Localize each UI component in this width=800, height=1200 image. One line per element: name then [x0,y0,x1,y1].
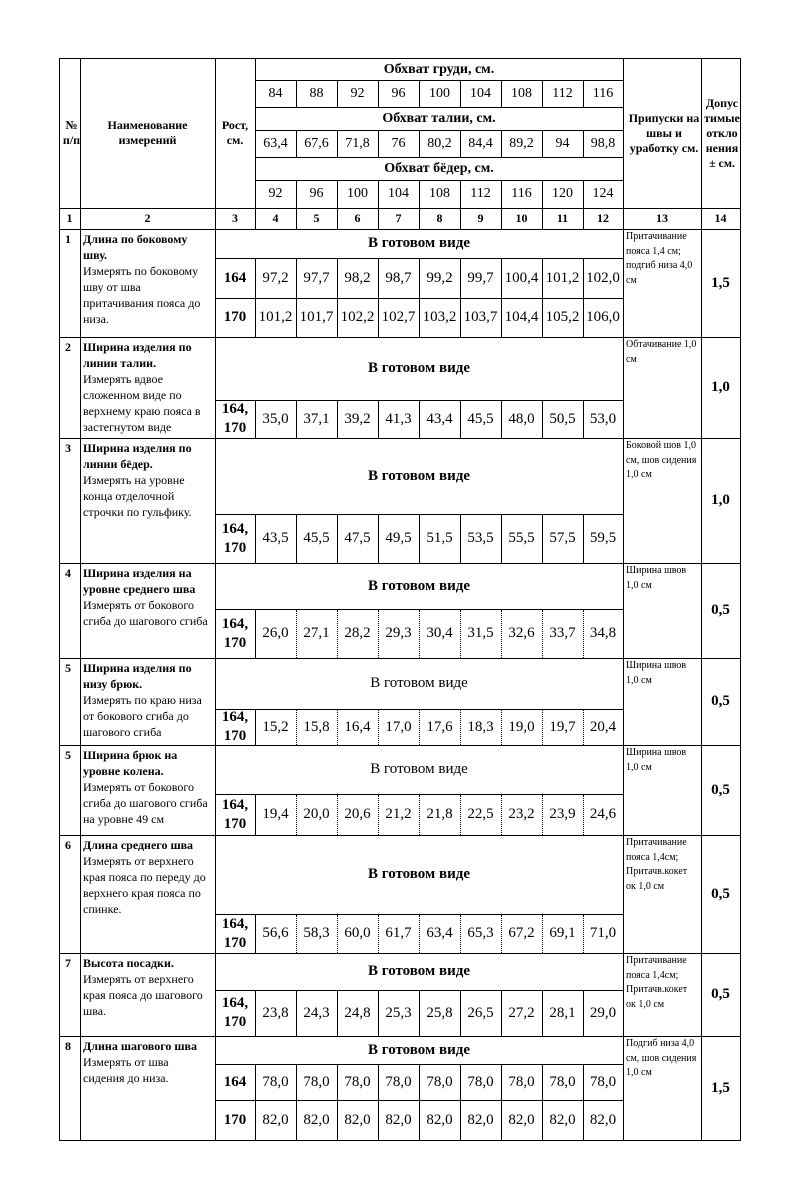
header-allowances: Припуски на швы и уработку см. [628,110,700,155]
measurement-value: 31,5 [467,625,494,641]
measurement-value: 100,4 [504,269,539,286]
chest-size: 104 [470,85,491,101]
chest-size: 108 [511,85,532,101]
measurement-value: 82,0 [303,1111,330,1128]
measurement-value: 43,5 [262,530,289,546]
measurement-instruction: Измерять вдвое сложенном виде по верхнему краю пояса в застегнутом виде [83,372,201,434]
height-value: 170 [223,309,247,325]
height-value: 164, 170 [221,915,249,951]
chest-size: 84 [268,85,283,101]
measurement-instruction: Измерять на уровне конца отделочной строчки по гульфику. [83,473,192,519]
measurement-value: 102,0 [586,269,620,286]
column-number: 11 [556,211,569,225]
measurement-value: 102,7 [381,309,416,325]
column-number: 2 [144,211,151,225]
measurement-value: 19,4 [262,806,289,822]
measurement-instruction: Измерять от бокового сгиба до шагового сгиба [83,598,208,628]
measurement-value: 69,1 [549,925,576,941]
measurement-value: 50,5 [549,410,576,427]
measurement-title: Высота посадки. [83,956,174,970]
item-number: 4 [65,566,71,580]
measurement-value: 67,2 [508,925,535,941]
measurement-value: 20,0 [303,806,330,822]
waist-size: 67,6 [304,135,329,151]
measurement-value: 106,0 [586,309,620,325]
measurement-value: 34,8 [589,625,617,641]
measurement-instruction: Измерять от шва сидения до низа. [83,1055,169,1085]
column-number: 12 [597,211,609,225]
ready-label: В готовом виде [370,761,468,777]
waist-size: 71,8 [345,135,370,151]
measurement-value: 82,0 [344,1111,371,1128]
measurement-description [83,440,212,520]
header-number: № п/п [62,118,81,147]
chest-size: 100 [429,85,450,101]
waist-size: 76 [391,135,406,151]
measurement-title: Ширина изделия по низу брюк. [83,661,192,691]
hip-size: 120 [552,186,573,201]
measurement-value: 101,7 [299,309,334,325]
hip-size: 96 [309,186,324,201]
measurement-value: 97,2 [262,269,289,286]
allowance-note: Обтачивание 1,0 см [626,339,697,365]
measurement-value: 82,0 [549,1111,576,1128]
measurement-value: 26,0 [262,625,289,641]
measurement-title: Длина среднего шва [83,838,194,852]
hip-size: 92 [268,186,283,201]
allowance-note: Подгиб низа 4,0 см, шов сидения 1,0 см [626,1038,697,1078]
measurement-value: 39,2 [344,410,371,427]
column-number: 7 [395,211,402,225]
hip-size: 100 [347,186,368,201]
column-number: 4 [272,211,279,225]
measurement-value: 41,3 [385,410,412,427]
ready-label: В готовом виде [370,675,468,691]
measurement-value: 97,7 [303,269,330,286]
tolerance-value: 0,5 [711,986,730,1002]
ready-label: В готовом виде [368,1041,470,1058]
tolerance-value: 0,5 [711,885,730,902]
measurement-value: 29,0 [589,1004,617,1021]
tolerance-value: 1,5 [711,1079,730,1096]
measurement-value: 16,4 [344,718,371,735]
waist-size: 98,8 [590,135,616,151]
height-value: 164, 170 [221,796,249,832]
measurement-description [83,339,212,435]
allowance-note: Ширина швов 1,0 см [626,565,687,591]
waist-title: Обхват талии, см. [382,111,496,126]
measurement-value: 45,5 [303,530,330,546]
measurement-value: 23,9 [549,806,576,822]
allowance-note: Притачивание пояса 1,4 см; подгиб низа 4,0 см [626,231,693,286]
item-number: 5 [65,661,71,675]
measurement-value: 78,0 [508,1073,535,1090]
height-value: 164, 170 [221,401,249,436]
measurement-value: 82,0 [467,1111,494,1128]
measurement-value: 103,2 [422,309,457,325]
allowance-note: Боковой шов 1,0 см, шов сидения 1,0 см [626,440,697,480]
ready-label: В готовом виде [368,577,470,594]
waist-size: 84,4 [468,135,493,151]
measurement-title: Длина шагового шва [83,1039,197,1053]
hip-size: 108 [429,186,450,201]
measurement-value: 103,7 [463,309,498,325]
measurement-value: 25,8 [426,1004,453,1021]
measurement-title: Ширина изделия по линии бёдер. [83,441,192,471]
chest-size: 88 [309,85,324,101]
item-number: 1 [65,232,71,246]
measurement-value: 20,6 [344,806,371,822]
measurement-value: 78,0 [385,1073,412,1090]
height-value: 164, 170 [221,995,249,1030]
measurement-value: 78,0 [549,1073,576,1090]
measurement-title: Ширина изделия на уровне среднего шва [83,566,196,596]
measurement-description [83,1038,212,1086]
measurement-value: 21,8 [426,806,453,822]
measurement-description [83,747,212,827]
measurement-value: 82,0 [589,1111,617,1128]
measurement-value: 82,0 [385,1111,412,1128]
hip-size: 112 [470,186,491,201]
measurement-value: 43,4 [426,410,453,427]
measurement-value: 78,0 [262,1073,289,1090]
measurement-value: 101,2 [258,309,293,325]
measurement-value: 24,6 [589,806,617,822]
measurement-value: 20,4 [589,718,617,735]
column-number: 9 [477,211,484,225]
measurement-value: 49,5 [385,530,412,546]
column-number: 10 [515,211,528,225]
measurement-value: 27,2 [508,1004,535,1021]
measurement-value: 98,2 [344,269,371,286]
measurement-title: Ширина брюк на уровне колена. [83,748,178,778]
measurement-value: 98,7 [385,269,412,286]
column-number: 8 [436,211,443,225]
measurement-instruction: Измерять от верхнего края пояса по переду до верхнего края пояса по спинке. [83,854,206,916]
measurement-value: 78,0 [467,1073,494,1090]
measurement-value: 33,7 [549,625,576,641]
hip-title: Обхват бёдер, см. [384,161,494,176]
item-number: 8 [65,1039,71,1053]
measurement-value: 78,0 [426,1073,453,1090]
tolerance-value: 1,0 [711,379,730,395]
ready-label: В готовом виде [368,866,470,882]
measurement-value: 17,6 [426,718,453,735]
header-name: Наименование измерений [107,118,188,147]
measurement-value: 82,0 [508,1111,535,1128]
chest-title: Обхват груди, см. [383,61,495,77]
measurement-title: Длина по боковому шву. [83,232,188,262]
measurement-value: 24,8 [344,1004,371,1021]
column-number: 14 [714,211,727,225]
item-number: 6 [65,838,71,852]
measurement-description [83,231,212,327]
chest-size: 112 [552,85,573,101]
measurement-value: 35,0 [262,410,289,427]
measurement-value: 101,2 [545,269,580,286]
item-number: 7 [65,956,71,970]
measurement-value: 19,0 [508,718,535,735]
measurement-value: 78,0 [303,1073,330,1090]
header-tolerance: Допустимые отклонения ± см. [704,95,740,170]
measurement-value: 29,3 [385,625,412,641]
measurement-value: 17,0 [385,718,412,735]
column-number: 5 [313,211,320,225]
measurement-description [83,565,212,629]
measurement-value: 56,6 [262,925,289,941]
chest-size: 96 [391,85,406,101]
measurement-instruction: Измерять по краю низа от бокового сгиба до шагового сгиба [83,693,202,739]
header-height: Рост, см. [221,118,249,147]
measurement-value: 51,5 [426,530,453,546]
grid-line [59,1140,741,1141]
measurement-value: 30,4 [426,625,453,641]
column-number: 6 [354,211,361,225]
measurement-value: 99,7 [467,269,494,286]
waist-size: 94 [555,135,570,151]
measurement-value: 22,5 [467,806,494,822]
measurement-value: 47,5 [344,530,371,546]
measurement-value: 78,0 [344,1073,371,1090]
tolerance-value: 1,5 [711,274,730,291]
measurement-value: 15,8 [303,718,330,735]
measurement-value: 99,2 [426,269,453,286]
allowance-note: Ширина швов 1,0 см [626,747,687,773]
measurement-value: 21,2 [385,806,412,822]
measurement-value: 82,0 [262,1111,289,1128]
height-value: 164 [223,1073,247,1090]
measurement-value: 104,4 [504,309,539,325]
measurement-value: 78,0 [589,1073,617,1090]
ready-label: В готовом виде [368,235,470,251]
measurement-value: 18,3 [467,718,494,735]
item-number: 2 [65,340,71,354]
tolerance-value: 0,5 [711,781,730,798]
grid-line [740,58,741,1141]
measurement-value: 28,2 [344,625,371,641]
hip-size: 116 [511,186,532,201]
measurement-description [83,955,212,1019]
tolerance-value: 0,5 [711,693,730,709]
ready-label: В готовом виде [368,467,470,484]
measurement-value: 53,5 [467,530,494,546]
measurement-value: 55,5 [508,530,535,546]
height-value: 170 [223,1111,247,1128]
height-value: 164, 170 [221,615,249,651]
measurement-value: 57,5 [549,530,576,546]
height-value: 164 [223,269,247,286]
measurement-value: 102,2 [340,309,375,325]
ready-label: В готовом виде [368,963,470,979]
hip-size: 124 [592,186,614,201]
ready-label: В готовом виде [368,360,470,376]
measurement-value: 37,1 [303,410,330,427]
measurement-value: 82,0 [426,1111,453,1128]
measurement-description [83,837,212,917]
measurement-instruction: Измерять от бокового сгиба до шагового сгиба на уровне 49 см [83,780,208,826]
measurement-value: 45,5 [467,410,494,427]
height-value: 164, 170 [221,709,249,744]
chest-size: 92 [350,85,365,101]
allowance-note: Притачивание пояса 1,4см; Притачв.кокет ок 1,0 см [626,955,688,1010]
height-value: 164, 170 [221,520,249,556]
hip-size: 104 [388,186,409,201]
measurement-value: 105,2 [545,309,580,325]
measurement-value: 61,7 [385,925,412,941]
allowance-note: Притачивание пояса 1,4см; Притачв.кокет ок 1,0 см [626,837,688,892]
column-number: 1 [66,211,73,225]
measurement-value: 19,7 [549,718,576,735]
measurement-value: 48,0 [508,410,535,427]
waist-size: 80,2 [427,135,452,151]
measurement-value: 24,3 [303,1004,330,1021]
measurement-title: Ширина изделия по линии талии. [83,340,192,370]
tolerance-value: 1,0 [711,492,730,508]
tolerance-value: 0,5 [711,602,730,618]
chest-size: 116 [592,85,614,101]
measurement-description [83,660,212,740]
measurement-value: 15,2 [262,718,289,735]
measurement-value: 59,5 [589,530,617,546]
measurement-value: 58,3 [303,925,330,941]
measurement-value: 23,8 [262,1004,289,1021]
measurement-value: 32,6 [508,625,535,641]
measurement-value: 53,0 [589,410,617,427]
measurement-value: 23,2 [508,806,535,822]
measurement-value: 71,0 [589,925,617,941]
waist-size: 63,4 [263,135,288,151]
measurement-value: 63,4 [426,925,453,941]
measurement-instruction: Измерять от верхнего края пояса до шагового шва. [83,972,203,1018]
measurement-value: 26,5 [467,1004,494,1021]
column-number: 13 [656,211,668,225]
allowance-note: Ширина швов 1,0 см [626,660,687,686]
waist-size: 89,2 [509,135,534,151]
measurement-value: 25,3 [385,1004,412,1021]
item-number: 5 [65,748,71,762]
column-number: 3 [232,211,238,225]
measurement-value: 65,3 [467,925,494,941]
measurement-instruction: Измерять по боковому шву от шва притачивания пояса до низа. [83,264,201,326]
measurement-value: 28,1 [549,1004,576,1021]
item-number: 3 [65,441,71,455]
measurement-value: 27,1 [303,625,330,641]
measurement-value: 60,0 [344,925,371,941]
